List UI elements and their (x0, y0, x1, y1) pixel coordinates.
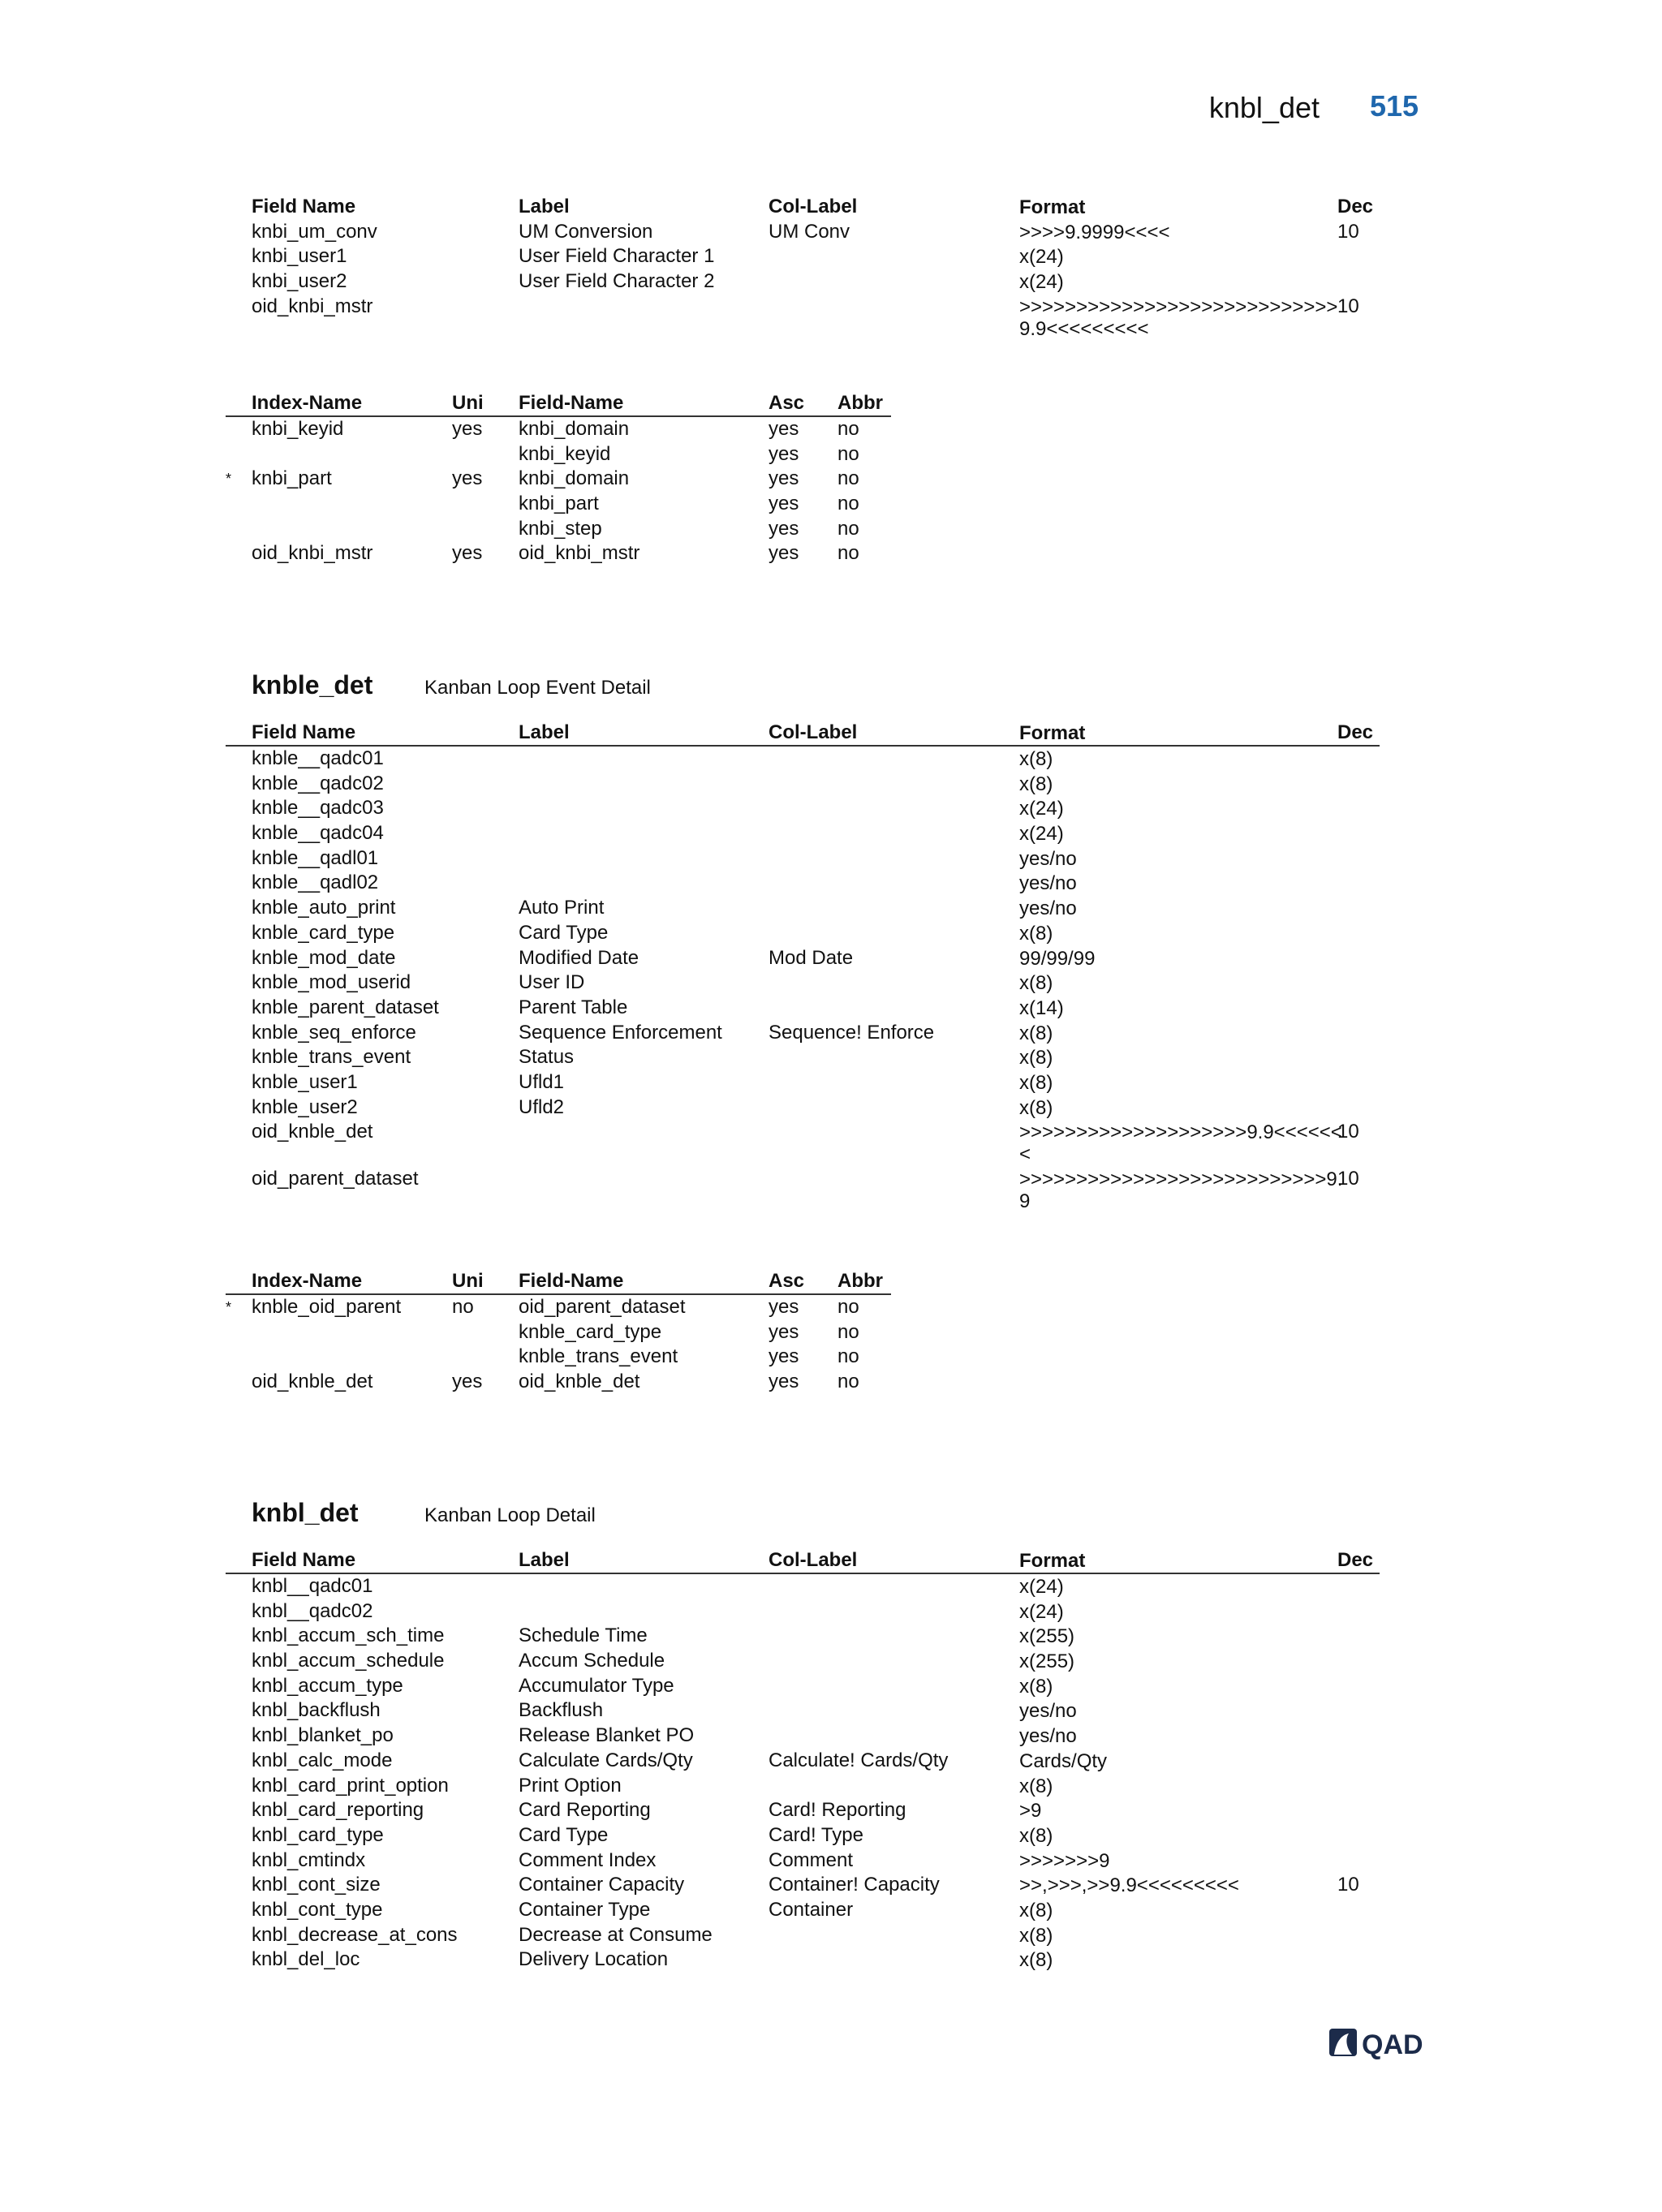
field-name: knble_user1 (252, 1070, 358, 1093)
field-row (226, 996, 1380, 1021)
field-format: x(8) (1019, 1096, 1053, 1119)
table-description-knble-det: Kanban Loop Event Detail (424, 677, 651, 699)
index-unique: yes (452, 467, 483, 490)
field-format: x(14) (1019, 996, 1064, 1019)
field-format: x(8) (1019, 1022, 1053, 1044)
field-name: knbl_cmtindx (252, 1848, 366, 1871)
index-field-name: knbi_domain (519, 467, 630, 490)
table-title-knble-det: knble_det (252, 670, 373, 699)
logo-text: QAD (1362, 2029, 1423, 2059)
field-label: Card Type (519, 1823, 609, 1846)
field-label: Container Type (519, 1898, 651, 1921)
field-format: x(8) (1019, 1675, 1053, 1698)
table-title-knbl-det: knbl_det (252, 1498, 359, 1527)
field-row (226, 1021, 1380, 1046)
field-name: knbl_card_print_option (252, 1774, 449, 1797)
index-field-name: oid_knbi_mstr (519, 542, 640, 565)
field-label: Ufld1 (519, 1070, 565, 1093)
field-col-label: Card! Type (769, 1823, 863, 1846)
field-label: Accum Schedule (519, 1650, 665, 1672)
index-abbr: no (837, 467, 859, 490)
field-row (226, 1898, 1380, 1923)
field-format: >>>>>>>>>>>>>>>>>>>>>>>>>>>9.9 (1019, 1168, 1343, 1213)
header-index-name: Index-Name (252, 392, 363, 414)
field-name: knbl_accum_sch_time (252, 1625, 445, 1647)
field-row (226, 1848, 1380, 1874)
field-name: knbi_um_conv (252, 220, 377, 243)
field-format: x(8) (1019, 1824, 1053, 1847)
index-field-name: knble_card_type (519, 1320, 662, 1343)
field-format: yes/no (1019, 897, 1077, 920)
field-format: x(8) (1019, 922, 1053, 945)
field-col-label: Container (769, 1898, 854, 1921)
field-row (226, 220, 1380, 245)
field-row (226, 1798, 1380, 1823)
index-name: oid_knble_det (252, 1371, 373, 1393)
field-name: knbl_accum_type (252, 1674, 403, 1697)
field-format: yes/no (1019, 1725, 1077, 1748)
field-format: x(24) (1019, 798, 1064, 820)
field-row (226, 846, 1380, 871)
index-field-name: knbi_keyid (519, 442, 611, 465)
field-name: oid_knble_det (252, 1121, 373, 1143)
page-number: 515 (1370, 89, 1419, 123)
index-abbr: no (837, 542, 859, 565)
field-format: x(8) (1019, 1775, 1053, 1797)
field-table-header (226, 195, 1380, 220)
index-field-name: knble_trans_event (519, 1345, 678, 1368)
index-ascending: yes (769, 1320, 799, 1343)
qad-logo (1329, 2027, 1446, 2059)
field-label: Delivery Location (519, 1948, 669, 1971)
field-label: Card Type (519, 921, 609, 944)
field-name: knbl_blanket_po (252, 1724, 394, 1747)
index-unique: yes (452, 418, 483, 440)
header-dec: Dec (1337, 196, 1374, 217)
header-field-name: Field Name (252, 721, 356, 743)
field-table-header (226, 1548, 1380, 1574)
index-abbr: no (837, 493, 859, 515)
field-row (226, 1947, 1380, 1973)
index-row (226, 442, 891, 467)
field-name: knbl_accum_schedule (252, 1650, 445, 1672)
index-row (226, 1345, 891, 1370)
index-row (226, 467, 891, 492)
field-format: x(8) (1019, 772, 1053, 795)
field-format: x(24) (1019, 1576, 1064, 1598)
index-ascending: yes (769, 442, 799, 465)
field-dec: 10 (1337, 1168, 1359, 1190)
field-format: x(24) (1019, 271, 1064, 294)
field-format: x(24) (1019, 246, 1064, 269)
field-name: knble__qadc02 (252, 772, 384, 794)
field-format: >>,>>>,>>9.9<<<<<<<<< (1019, 1874, 1239, 1897)
header-field-name: Field Name (252, 196, 356, 217)
index-abbr: no (837, 1320, 859, 1343)
index-row (226, 1295, 891, 1320)
index-ascending: yes (769, 1371, 799, 1393)
field-format: x(24) (1019, 1600, 1064, 1623)
field-label: Auto Print (519, 897, 605, 919)
field-row (226, 1574, 1380, 1599)
header-col-label: Col-Label (769, 196, 858, 217)
field-label: Decrease at Consume (519, 1923, 713, 1946)
field-row (226, 1624, 1380, 1649)
index-ascending: yes (769, 1296, 799, 1318)
header-asc: Asc (769, 392, 805, 414)
index-table-knbi (226, 391, 891, 566)
header-format: Format (1019, 722, 1086, 744)
field-label: User Field Character 1 (519, 245, 715, 268)
index-table-knble-det (226, 1269, 891, 1395)
header-abbr: Abbr (837, 392, 883, 414)
index-abbr: no (837, 442, 859, 465)
field-row (226, 1045, 1380, 1070)
index-field-name: knbi_domain (519, 418, 630, 440)
index-row (226, 541, 891, 566)
header-field-name: Field Name (252, 1549, 356, 1571)
field-col-label: Sequence! Enforce (769, 1021, 935, 1044)
field-name: knble_seq_enforce (252, 1021, 416, 1044)
field-col-label: Calculate! Cards/Qty (769, 1749, 949, 1771)
index-abbr: no (837, 418, 859, 440)
index-unique: yes (452, 1371, 483, 1393)
field-format: x(8) (1019, 1071, 1053, 1094)
header-label: Label (519, 721, 570, 743)
table-description-knbl-det: Kanban Loop Detail (424, 1504, 596, 1526)
index-ascending: yes (769, 493, 799, 515)
field-row (226, 1873, 1380, 1898)
field-row (226, 1724, 1380, 1749)
field-name: knbl_decrease_at_cons (252, 1923, 458, 1946)
index-abbr: no (837, 517, 859, 540)
index-row (226, 417, 891, 442)
field-row (226, 295, 1380, 342)
index-ascending: yes (769, 517, 799, 540)
index-table-header (226, 1269, 891, 1295)
field-label: Print Option (519, 1774, 622, 1797)
header-uni: Uni (452, 392, 484, 414)
field-format: yes/no (1019, 872, 1077, 895)
field-row (226, 1599, 1380, 1625)
field-row (226, 244, 1380, 269)
field-label: Status (519, 1046, 575, 1069)
index-abbr: no (837, 1345, 859, 1368)
header-label: Label (519, 196, 570, 217)
field-row (226, 1095, 1380, 1121)
header-format: Format (1019, 1550, 1086, 1572)
header-asc: Asc (769, 1270, 805, 1292)
field-label: User ID (519, 971, 585, 994)
index-row (226, 492, 891, 517)
header-field-name: Field-Name (519, 392, 624, 414)
header-label: Label (519, 1549, 570, 1571)
field-row (226, 1120, 1380, 1167)
field-label: Card Reporting (519, 1799, 651, 1822)
field-name: knble_trans_event (252, 1046, 411, 1069)
header-dec: Dec (1337, 1549, 1374, 1571)
field-name: knble_user2 (252, 1095, 358, 1118)
header-col-label: Col-Label (769, 1549, 858, 1571)
field-format: x(24) (1019, 823, 1064, 846)
field-col-label: UM Conv (769, 220, 850, 243)
header-uni: Uni (452, 1270, 484, 1292)
field-label: Comment Index (519, 1848, 657, 1871)
field-name: knble_card_type (252, 921, 395, 944)
field-dec: 10 (1337, 295, 1359, 317)
field-dec: 10 (1337, 1874, 1359, 1896)
field-row (226, 1070, 1380, 1095)
field-table-knbi-continued (226, 195, 1380, 342)
field-name: knbl_backflush (252, 1699, 381, 1722)
field-label: UM Conversion (519, 220, 653, 243)
index-abbr: no (837, 1296, 859, 1318)
field-format: >>>>9.9999<<<< (1019, 221, 1170, 243)
header-index-name: Index-Name (252, 1270, 363, 1292)
header-format: Format (1019, 196, 1086, 218)
field-label: Release Blanket PO (519, 1724, 695, 1747)
field-format: x(8) (1019, 1899, 1053, 1922)
field-name: knble_mod_date (252, 946, 396, 969)
field-label: Container Capacity (519, 1874, 685, 1896)
index-name: knbi_keyid (252, 418, 344, 440)
field-row (226, 921, 1380, 946)
field-table-header (226, 721, 1380, 747)
field-label: User Field Character 2 (519, 270, 715, 293)
primary-index-marker: * (226, 1299, 232, 1315)
field-format: >>>>>>>>>>>>>>>>>>>>9.9<<<<<<< (1019, 1121, 1342, 1166)
field-format: x(8) (1019, 1949, 1053, 1972)
field-format: Cards/Qty (1019, 1749, 1108, 1772)
field-row (226, 1774, 1380, 1799)
field-row (226, 269, 1380, 295)
field-name: oid_parent_dataset (252, 1168, 419, 1190)
field-format: x(255) (1019, 1650, 1075, 1673)
field-name: knble__qadc03 (252, 797, 384, 820)
field-table-knble-det (226, 721, 1380, 1214)
field-format: >>>>>>>>>>>>>>>>>>>>>>>>>>>>9.9<<<<<<<<< (1019, 295, 1338, 340)
field-row (226, 772, 1380, 797)
index-row (226, 517, 891, 542)
index-ascending: yes (769, 542, 799, 565)
index-name: knbi_part (252, 467, 332, 490)
index-ascending: yes (769, 467, 799, 490)
field-name: knble_auto_print (252, 897, 396, 919)
field-col-label: Container! Capacity (769, 1874, 940, 1896)
index-field-name: oid_parent_dataset (519, 1296, 686, 1318)
index-row (226, 1370, 891, 1395)
field-label: Calculate Cards/Qty (519, 1749, 693, 1771)
index-row (226, 1320, 891, 1345)
field-name: knbl_card_reporting (252, 1799, 424, 1822)
index-unique: yes (452, 542, 483, 565)
field-label: Sequence Enforcement (519, 1021, 722, 1044)
field-row (226, 1674, 1380, 1699)
header-abbr: Abbr (837, 1270, 883, 1292)
field-label: Accumulator Type (519, 1674, 674, 1697)
header-field-name: Field-Name (519, 1270, 624, 1292)
field-row (226, 1649, 1380, 1674)
field-label: Backflush (519, 1699, 604, 1722)
field-row (226, 871, 1380, 896)
field-row (226, 796, 1380, 821)
field-name: knble__qadc04 (252, 822, 384, 845)
field-format: x(8) (1019, 1047, 1053, 1069)
primary-index-marker: * (226, 471, 232, 488)
index-name: oid_knbi_mstr (252, 542, 373, 565)
field-dec: 10 (1337, 220, 1359, 243)
field-name: knble__qadl02 (252, 871, 379, 894)
field-row (226, 821, 1380, 846)
index-table-header (226, 391, 891, 417)
field-name: knbl__qadc01 (252, 1575, 373, 1597)
index-ascending: yes (769, 1345, 799, 1368)
field-name: knbl_cont_size (252, 1874, 381, 1896)
field-col-label: Card! Reporting (769, 1799, 906, 1822)
field-row (226, 946, 1380, 971)
field-row (226, 970, 1380, 996)
index-unique: no (452, 1296, 474, 1318)
field-row (226, 1923, 1380, 1948)
field-label: Parent Table (519, 996, 628, 1018)
field-row (226, 896, 1380, 921)
field-col-label: Comment (769, 1848, 854, 1871)
field-row (226, 747, 1380, 772)
field-label: Ufld2 (519, 1095, 565, 1118)
field-row (226, 1698, 1380, 1724)
field-label: Schedule Time (519, 1625, 648, 1647)
field-name: knbl_cont_type (252, 1898, 383, 1921)
field-format: x(8) (1019, 748, 1053, 770)
field-name: knble__qadc01 (252, 747, 384, 769)
field-name: knble_mod_userid (252, 971, 411, 994)
field-name: knble_parent_dataset (252, 996, 439, 1018)
index-ascending: yes (769, 418, 799, 440)
field-format: x(255) (1019, 1625, 1075, 1648)
field-format: >9 (1019, 1800, 1042, 1823)
field-table-knbl-det (226, 1548, 1380, 1973)
index-abbr: no (837, 1371, 859, 1393)
field-format: yes/no (1019, 847, 1077, 870)
header-dec: Dec (1337, 721, 1374, 743)
field-dec: 10 (1337, 1121, 1359, 1143)
field-row (226, 1749, 1380, 1774)
field-name: knbi_user1 (252, 245, 347, 268)
field-name: oid_knbi_mstr (252, 295, 373, 317)
index-name: knble_oid_parent (252, 1296, 402, 1318)
field-name: knble__qadl01 (252, 846, 379, 869)
running-header-title: knbl_det (1208, 91, 1320, 124)
field-name: knbl_calc_mode (252, 1749, 393, 1771)
field-row (226, 1167, 1380, 1214)
header-col-label: Col-Label (769, 721, 858, 743)
field-col-label: Mod Date (769, 946, 854, 969)
field-row (226, 1823, 1380, 1848)
field-format: yes/no (1019, 1700, 1077, 1723)
field-name: knbl__qadc02 (252, 1599, 373, 1622)
field-name: knbl_del_loc (252, 1948, 360, 1971)
field-format: >>>>>>>9 (1019, 1849, 1110, 1872)
field-label: Modified Date (519, 946, 639, 969)
field-format: x(8) (1019, 1924, 1053, 1947)
field-format: 99/99/99 (1019, 947, 1096, 970)
field-format: x(8) (1019, 972, 1053, 995)
index-field-name: oid_knble_det (519, 1371, 640, 1393)
index-field-name: knbi_part (519, 493, 599, 515)
index-field-name: knbi_step (519, 517, 602, 540)
field-name: knbi_user2 (252, 270, 347, 293)
field-name: knbl_card_type (252, 1823, 384, 1846)
